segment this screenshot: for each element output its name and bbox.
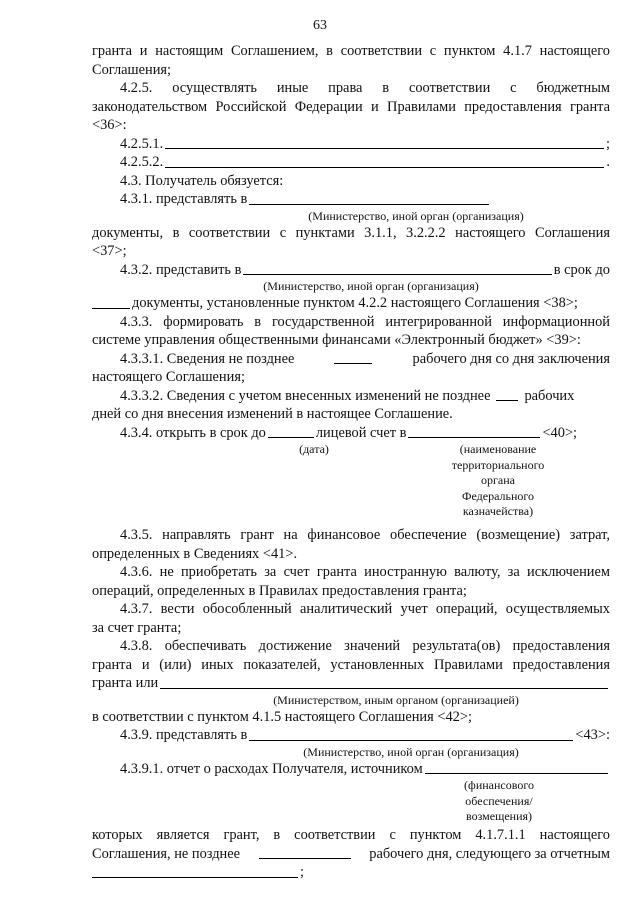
text-part: рабочих — [524, 387, 575, 404]
line-4391c — [92, 845, 610, 864]
line-431 — [92, 190, 610, 209]
line-439 — [92, 726, 610, 745]
text-line: которых является грант, в соответствии с пунктом 4.1.7.1.1 настоящего — [92, 827, 610, 843]
item-label: 4.3.1. представлять в — [120, 191, 248, 207]
text-line: за счет гранта; — [92, 619, 182, 636]
line-4391 — [92, 760, 610, 779]
item-label: 4.3.2. представить в — [120, 261, 242, 278]
text-line: 4.3. Получатель обязуется: — [120, 172, 284, 189]
line-432b — [92, 294, 610, 313]
item-label: 4.3.3.1. Сведения не позднее — [120, 350, 295, 367]
text-part: рабочего дня со дня заключения — [412, 350, 610, 367]
field-caption: (Министерством, иным органом (организацией) — [273, 692, 519, 707]
line-434 — [92, 424, 610, 443]
blank-field — [92, 295, 130, 309]
text-line: системе управления общественными финансами «Электронный бюджет» <39>: — [92, 332, 581, 348]
blank-field — [334, 350, 372, 364]
text-line: настоящего Соглашения; — [92, 369, 245, 385]
text-line: в соответствии с пунктом 4.1.5 настоящего Соглашения <42>; — [92, 708, 472, 725]
blank-field — [425, 760, 608, 774]
text-line: гранта и (или) иных показателей, установленных Правилами предоставления — [92, 656, 610, 673]
text-line: законодательством Российской Федерации и Правилами предоставления гранта — [92, 98, 610, 115]
item-end: ; — [606, 135, 610, 152]
text-part: лицевой счет в — [315, 424, 407, 441]
page-number: 63 — [313, 18, 327, 33]
item-label: 4.3.9.1. отчет о расходах Получателя, источником — [120, 760, 423, 777]
text-part: рабочего дня, следующего за отчетным — [369, 845, 610, 862]
text-line: Соглашения; — [92, 61, 172, 78]
field-caption: (дата) — [299, 442, 329, 456]
caption-line: органа — [481, 473, 515, 487]
text-line: документы, в соответствии с пунктами 3.1.1, 3.2.2.2 настоящего Соглашения — [92, 224, 610, 241]
text-part: <40>; — [542, 424, 578, 441]
text-line: операций, определенных в Правилах предоставления гранта; — [92, 582, 467, 599]
text-line: <36>: — [92, 117, 127, 133]
blank-field — [408, 424, 540, 438]
text-line: гранта и настоящим Соглашением, в соответствии с пунктом 4.1.7 настоящего — [92, 43, 610, 59]
blank-field — [243, 261, 551, 275]
blank-line-4251 — [92, 135, 610, 154]
field-caption: (Министерство, иной орган (организация) — [263, 279, 479, 293]
line-4332 — [92, 387, 610, 406]
caption-line: (наименование — [459, 442, 537, 456]
text-part: <43>: — [575, 727, 610, 743]
blank-field — [92, 864, 298, 878]
item-label: 4.2.5.2. — [120, 154, 164, 170]
text-line: 4.3.8. обеспечивать достижение значений результата(ов) предоставления — [120, 638, 610, 654]
text-part: гранта или — [92, 675, 159, 691]
text-line: документы, установленные пунктом 4.2.2 настоящего Соглашения <38>; — [132, 295, 578, 311]
text-line: <37>; — [92, 243, 127, 259]
captions-434 — [92, 442, 610, 526]
text-part: Соглашения, не позднее — [92, 845, 241, 862]
blank-field — [249, 727, 573, 741]
blank-field — [165, 154, 604, 168]
text-line: 4.3.7. вести обособленный аналитический учет операций, осуществляемых — [120, 601, 610, 617]
text-line: 4.3.3. формировать в государственной интегрированной информационной — [120, 313, 610, 330]
text-part: ; — [300, 864, 304, 880]
line-4331 — [92, 350, 610, 369]
item-label: 4.2.5.1. — [120, 135, 164, 152]
item-label: 4.3.3.2. Сведения с учетом внесенных изменений не позднее — [120, 387, 491, 404]
text-line: 4.2.5. осуществлять иные права в соответствии с бюджетным — [120, 80, 610, 96]
document-body — [92, 42, 610, 882]
item-label: 4.3.9. представлять в — [120, 727, 248, 743]
caption-line: Федерального — [461, 488, 535, 503]
line-438c — [92, 674, 610, 693]
text-line: 4.3.5. направлять грант на финансовое обеспечение (возмещение) затрат, — [120, 527, 610, 543]
blank-field — [249, 191, 489, 205]
caption-line: обеспечения/ — [465, 793, 533, 808]
blank-line-4252 — [92, 153, 610, 172]
blank-field — [496, 387, 518, 401]
field-caption: (Министерство, иной орган (организация) — [303, 744, 519, 759]
text-line: определенных в Сведениях <41>. — [92, 545, 298, 562]
field-caption-stack — [444, 778, 554, 825]
field-caption-stack — [438, 442, 558, 520]
caption-line: (финансового — [464, 778, 534, 792]
text-line: 4.3.6. не приобретать за счет гранта иностранную валюту, за исключением — [120, 564, 610, 580]
blank-field — [259, 845, 351, 859]
line-4391d — [92, 863, 610, 882]
line-432 — [92, 261, 610, 280]
caption-line: территориального — [451, 457, 545, 472]
blank-field — [160, 675, 608, 689]
item-end: в срок до — [553, 261, 610, 278]
text-line: дней со дня внесения изменений в настоящее Соглашение. — [92, 406, 453, 422]
captions-4391 — [92, 778, 610, 826]
field-caption: (Министерство, иной орган (организация) — [308, 208, 524, 223]
item-label: 4.3.4. открыть в срок до — [120, 424, 266, 441]
blank-field — [165, 135, 604, 149]
caption-line: казначейства) — [462, 504, 534, 518]
blank-field — [268, 424, 314, 438]
item-end: . — [606, 154, 610, 170]
caption-line: возмещения) — [466, 809, 532, 823]
